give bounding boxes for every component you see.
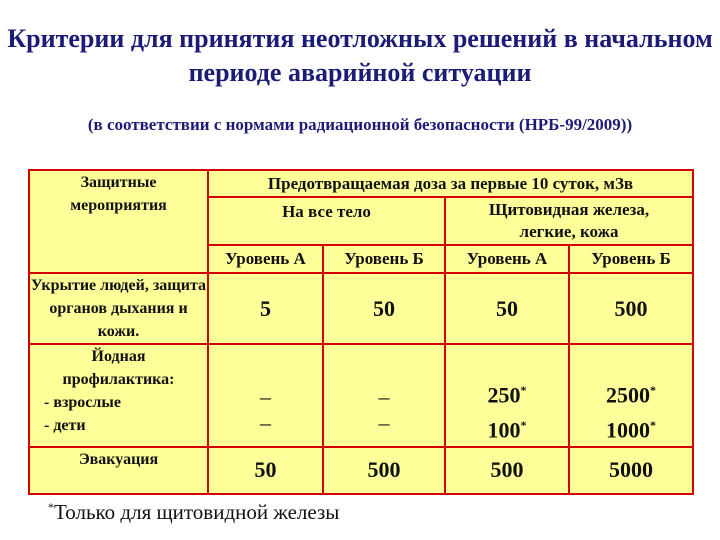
cell-value: 50 [208, 447, 323, 494]
table-row [29, 344, 693, 447]
header-dose: Предотвращаемая доза за первые 10 суток, мЗв [208, 170, 693, 197]
cell-value: – – [323, 344, 445, 447]
header-level: Уровень А [208, 245, 323, 273]
footnote-text: Только для щитовидной железы [54, 500, 340, 524]
table-row [29, 273, 693, 344]
footnote-mark: * [48, 500, 54, 514]
cell-value: 50 [445, 273, 569, 344]
cell-value: 2500* 1000* [569, 344, 693, 447]
page-title: Критерии для принятия неотложных решений в начальном периоде аварийной ситуации [7, 24, 713, 87]
header-level: Уровень А [445, 245, 569, 273]
table-row [29, 447, 693, 494]
cell-value: 500 [323, 447, 445, 494]
row-sub-adults: - взрослые [44, 394, 121, 411]
row-sub-children: - дети [44, 417, 86, 434]
cell-value: 500 [445, 447, 569, 494]
row-measure-title: Йодная профилактика: [62, 348, 175, 388]
header-whole-body: На все тело [208, 197, 445, 245]
header-level: Уровень Б [323, 245, 445, 273]
row-measure [29, 344, 208, 447]
cell-value: – – [208, 344, 323, 447]
cell-value: 250* 100* [445, 344, 569, 447]
header-measures: Защитные мероприятия [29, 170, 208, 273]
row-measure: Эвакуация [29, 447, 208, 494]
header-thyroid: Щитовидная железа, легкие, кожа [445, 197, 693, 245]
cell-value: 5000 [569, 447, 693, 494]
header-level: Уровень Б [569, 245, 693, 273]
footnote [48, 500, 339, 525]
cell-value: 500 [569, 273, 693, 344]
row-measure: Укрытие людей, защита органов дыхания и кожи. [29, 273, 208, 344]
criteria-table [28, 169, 694, 495]
cell-value: 50 [323, 273, 445, 344]
cell-value: 5 [208, 273, 323, 344]
page-subtitle: (в соответствии с нормами радиационной безопасности (НРБ-99/2009)) [87, 115, 633, 134]
